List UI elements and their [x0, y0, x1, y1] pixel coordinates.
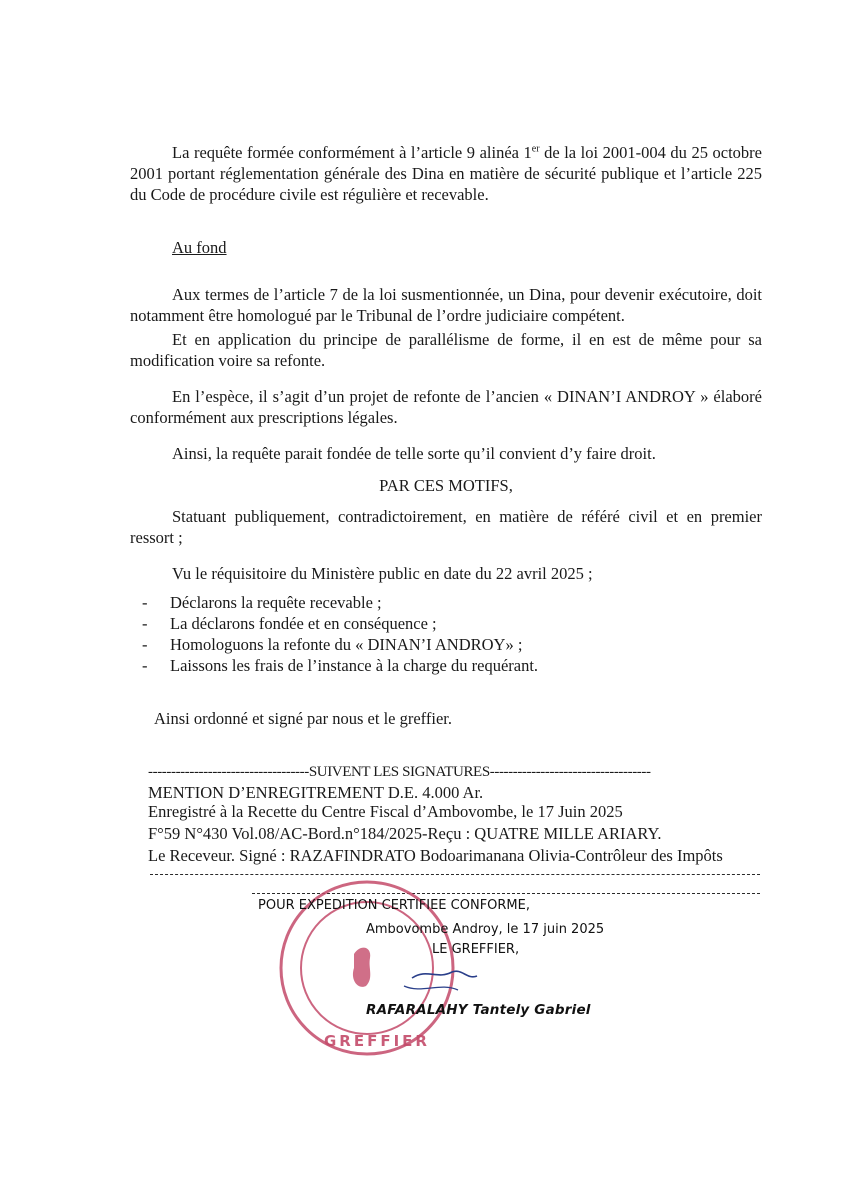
dispositif-list	[142, 592, 538, 676]
paragraph-article-7: Aux termes de l’article 7 de la loi susmentionnée, un Dina, pour devenir exécutoire, doit notamment être homologué par le Tribunal de l’ordre judiciaire compétent.	[130, 285, 762, 325]
paragraph-recevabilite-text-2: de la loi 2001-004 du 25 octobre 2001 portant réglementation générale des Dina en matière de sécurité publique et l’article 225 du Code de procédure civile est régulière et recevable.	[130, 143, 762, 204]
receveur-line: Le Receveur. Signé : RAZAFINDRATO Bodoarimanana Olivia-Contrôleur des Impôts	[148, 846, 723, 865]
official-seal	[262, 868, 492, 1058]
superscript-er: er	[531, 143, 540, 155]
certification-line1: POUR EXPEDITION CERTIFIEE CONFORME,	[258, 898, 530, 913]
seal-text: GREFFIER	[324, 1032, 430, 1050]
paragraph-vu-requisitoire: Vu le réquisitoire du Ministère public en date du 22 avril 2025 ;	[172, 564, 593, 583]
mention-enregistrement: MENTION D’ENREGITREMENT D.E. 4.000 Ar.	[148, 783, 484, 802]
paragraph-espece: En l’espèce, il s’agit d’un projet de refonte de l’ancien « DINAN’I ANDROY » élaboré conformément aux prescriptions légales.	[130, 387, 762, 427]
paragraph-ainsi-ordonne: Ainsi ordonné et signé par nous et le greffier.	[154, 709, 452, 728]
heading-au-fond: Au fond	[172, 238, 227, 257]
signatures-line: -----------------------------------SUIVENT LES SIGNATURES-----------------------------------	[148, 764, 651, 780]
paragraph-parallelisme: Et en application du principe de parallélisme de forme, il en est de même pour sa modification voire sa refonte.	[130, 330, 762, 370]
list-item: - Déclarons la requête recevable ;	[142, 592, 538, 613]
folio-line: F°59 N°430 Vol.08/AC-Bord.n°184/2025-Reçu : QUATRE MILLE ARIARY.	[148, 824, 662, 843]
enregistre-line: Enregistré à la Recette du Centre Fiscal d’Ambovombe, le 17 Juin 2025	[148, 802, 623, 821]
list-item: - La déclarons fondée et en conséquence ;	[142, 613, 538, 634]
paragraph-recevabilite-text: La requête formée conformément à l’article 9 alinéa 1	[172, 143, 532, 162]
greffier-name: RAFARALAHY Tantely Gabriel	[366, 1002, 591, 1018]
heading-par-ces-motifs: PAR CES MOTIFS,	[379, 476, 513, 495]
signature-mark	[412, 971, 477, 978]
paragraph-recevabilite	[130, 142, 762, 205]
certification-line2: Ambovombe Androy, le 17 juin 2025	[366, 922, 605, 937]
list-item: - Laissons les frais de l’instance à la charge du requérant.	[142, 655, 538, 676]
paragraph-statuant: Statuant publiquement, contradictoirement, en matière de référé civil et en premier ressort ;	[130, 507, 762, 547]
paragraph-ainsi: Ainsi, la requête parait fondée de telle sorte qu’il convient d’y faire droit.	[172, 444, 656, 463]
certification-line3: LE GREFFIER,	[432, 942, 520, 957]
list-item: - Homologuons la refonte du « DINAN’I ANDROY» ;	[142, 634, 538, 655]
